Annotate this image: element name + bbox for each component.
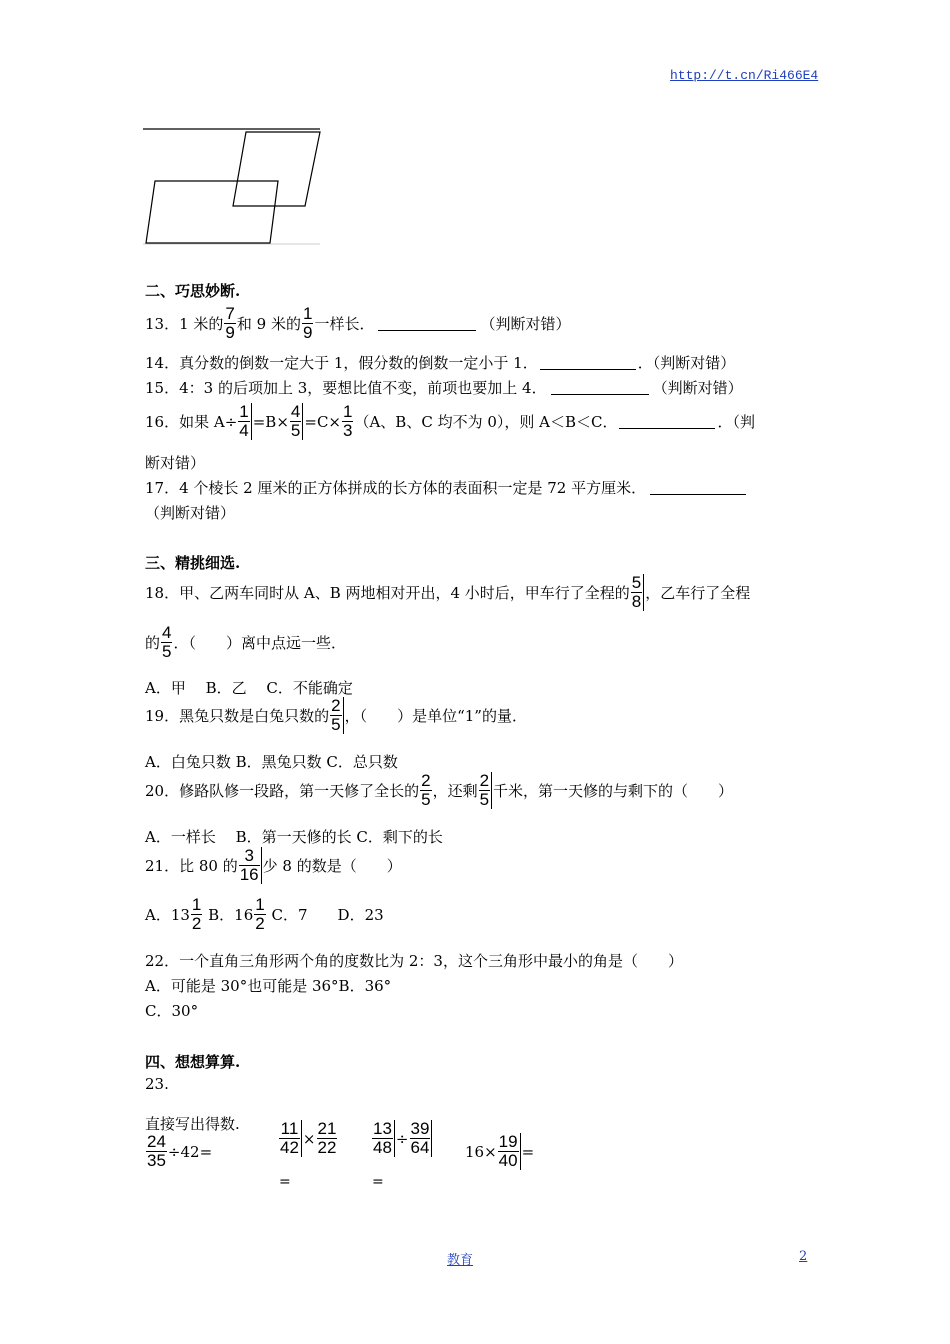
section-3-title: 三、精挑细选. (145, 554, 241, 572)
q13-answer-blank[interactable] (378, 316, 476, 331)
q20-text-3: 千米，第一天修的与剩下的（ ） (493, 782, 734, 800)
calc2-operator: × (302, 1129, 316, 1148)
q21-fraction: $\frac{3}{16}$ (239, 847, 262, 884)
calc-expression-4 (465, 1133, 534, 1170)
q19-text-2: ，（ ）是单位“1”的量． (344, 707, 527, 725)
q17-judge-note: （判断对错） (145, 504, 236, 522)
calc3-fraction-a: $\frac{13}{48}$ (372, 1120, 395, 1157)
q17-text: 17．4 个棱长 2 厘米的正方体拼成的长方体的表面积一定是 72 平方厘米． (145, 479, 647, 497)
calc1-rest: ÷42= (167, 1142, 213, 1161)
question-17 (145, 477, 750, 498)
q21-text-1: 21．比 80 的 (145, 857, 238, 875)
q19-text-1: 19．黑兔只数是白兔只数的 (145, 707, 330, 725)
question-18-cont (145, 624, 346, 661)
q15-judge-note: （判断对错） (652, 379, 743, 397)
q17-answer-blank[interactable] (650, 480, 746, 495)
question-13 (145, 305, 570, 342)
q14-judge-note: ．（判断对错） (637, 354, 736, 372)
q18-options: A．甲 B．乙 C．不能确定 (145, 679, 353, 697)
question-22: 22．一个直角三角形两个角的度数比为 2：3，这个三角形中最小的角是（ ） (145, 952, 683, 970)
q16-text-4: （A、B、C 均不为 0），则 A＜B＜C． (354, 413, 618, 431)
q21-options (145, 896, 384, 933)
q18-fraction-1: $\frac{5}{8}$ (631, 574, 644, 611)
q16-fraction-3: $\frac{1}{3}$ (343, 402, 353, 440)
q16-text-3: =C× (304, 412, 341, 431)
q21-option-b: B．16 (203, 906, 254, 924)
q16-text-5: ．（判 (717, 413, 755, 431)
question-18 (145, 574, 750, 611)
question-19 (145, 697, 527, 734)
header-url-link[interactable]: http://t.cn/Ri466E4 (670, 68, 819, 83)
q18-fraction-2: $\frac{4}{5}$ (162, 623, 172, 661)
calc2-fraction-a: $\frac{11}{42}$ (279, 1120, 302, 1157)
q21-text-2: 少 8 的数是（ ） (262, 857, 402, 875)
q13-text-2: 和 9 米的 (236, 315, 301, 333)
q13-fraction-1: $\frac{7}{9}$ (225, 304, 235, 342)
q20-text-2: ，还剩 (432, 782, 478, 800)
calc-expression-1 (145, 1133, 212, 1170)
q22-options-1: A．可能是 30°也可能是 36°B．36° (145, 977, 392, 995)
q21-option-rest: C．7 D．23 (266, 906, 384, 924)
question-14 (145, 352, 735, 373)
q13-fraction-2: $\frac{1}{9}$ (302, 304, 313, 342)
calc4-prefix: 16× (465, 1142, 497, 1161)
q20-fraction-2: $\frac{2}{5}$ (479, 772, 492, 809)
page-number: 2 (799, 1249, 808, 1264)
calc1-fraction: $\frac{24}{35}$ (147, 1132, 166, 1170)
question-20 (145, 772, 733, 809)
q19-options: A．白兔只数 B．黑兔只数 C．总只数 (145, 753, 398, 771)
calc-expression-2 (278, 1120, 338, 1157)
q13-text-1: 1 米的 (179, 315, 224, 333)
q18-text-2: ，乙车行了全程 (645, 584, 751, 602)
q22-options-2: C．30° (145, 1002, 199, 1020)
question-15 (145, 377, 743, 398)
q14-answer-blank[interactable] (540, 355, 636, 370)
q15-text: 15．4：3 的后项加上 3，要想比值不变，前项也要加上 4． (145, 379, 547, 397)
q16-fraction-2: $\frac{4}{5}$ (290, 403, 303, 440)
q13-judge-note: （判断对错） (480, 315, 571, 333)
calc4-equals: = (521, 1142, 535, 1161)
q20-text-1: 20．修路队修一段路，第一天修了全长的 (145, 782, 420, 800)
q19-fraction: $\frac{2}{5}$ (330, 697, 343, 734)
q18-text-4: ．（ ）离中点远一些． (173, 634, 346, 652)
q16-text-1: 16．如果 A÷ (145, 413, 238, 431)
question-21 (145, 847, 402, 884)
calc2-fraction-b: $\frac{21}{22}$ (317, 1119, 337, 1157)
calc-expression-3 (371, 1120, 433, 1157)
calc3-fraction-b: $\frac{39}{64}$ (410, 1120, 433, 1157)
parallelogram-figure (140, 126, 322, 248)
q18-text-1: 18．甲、乙两车同时从 A、B 两地相对开出，4 小时后，甲车行了全程的 (145, 584, 630, 602)
q20-fraction-1: $\frac{2}{5}$ (421, 771, 431, 809)
q20-options: A．一样长 B．第一天修的长 C．剩下的长 (145, 828, 443, 846)
q16-text-6: 断对错） (145, 454, 206, 472)
calc2-equals: = (279, 1174, 291, 1190)
calc4-fraction: $\frac{19}{40}$ (498, 1133, 521, 1170)
q13-text-3: 一样长． (314, 315, 375, 333)
section-4-title: 四、想想算算. (145, 1053, 241, 1071)
q21-option-b-fraction: $\frac{1}{2}$ (255, 895, 265, 933)
q23-instruction: 直接写出得数. (145, 1115, 240, 1133)
q16-answer-blank[interactable] (619, 414, 715, 429)
footer-center-link[interactable]: 教育 (447, 1253, 474, 1268)
question-16 (145, 403, 755, 440)
calc3-equals: = (372, 1174, 384, 1190)
q15-answer-blank[interactable] (551, 380, 649, 395)
section-2-title: 二、巧思妙断. (145, 282, 241, 300)
q23-number: 23. (145, 1075, 169, 1093)
q13-number: 13． (145, 315, 180, 333)
q21-option-a-fraction: $\frac{1}{2}$ (191, 895, 202, 933)
q14-text: 14．真分数的倒数一定大于 1，假分数的倒数一定小于 1． (145, 354, 538, 372)
calc3-operator: ÷ (395, 1129, 409, 1148)
q16-text-2: =B× (252, 412, 289, 431)
q18-text-3: 的 (145, 634, 161, 652)
q21-option-a: A．13 (145, 906, 190, 924)
q16-fraction-1: $\frac{1}{4}$ (238, 403, 251, 440)
